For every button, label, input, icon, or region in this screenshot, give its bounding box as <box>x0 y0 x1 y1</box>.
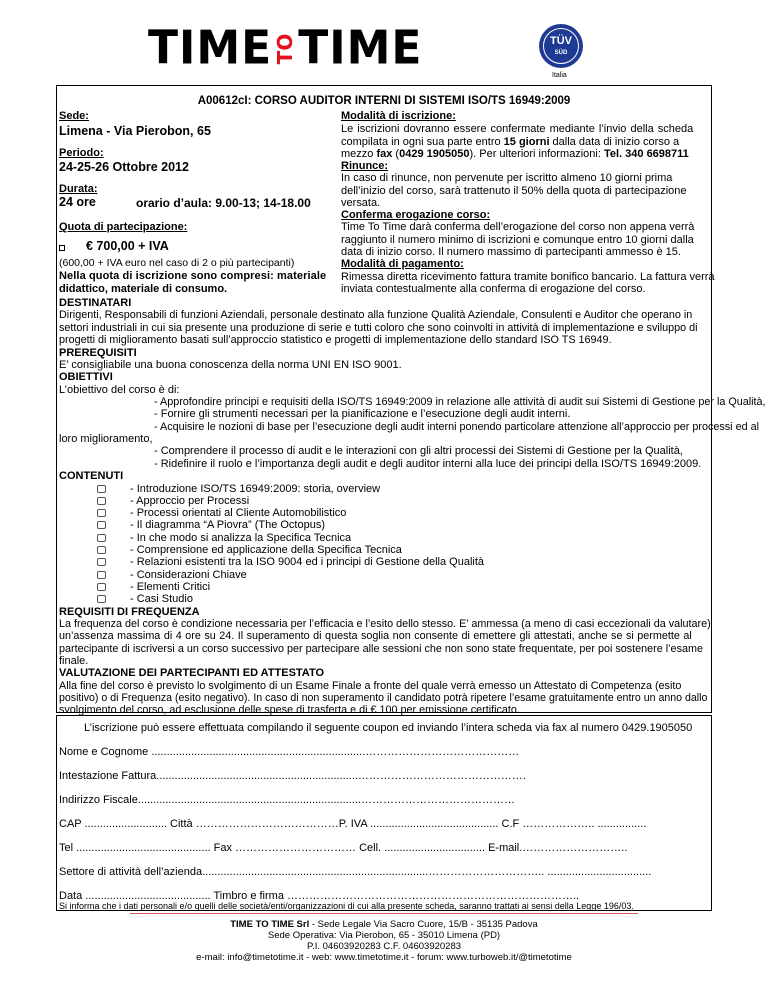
contenuti-item: - Elementi Critici <box>97 581 210 594</box>
checkbox-icon <box>97 595 106 603</box>
pagamento-label: Modalità di pagamento: <box>341 258 464 270</box>
coupon-intro: L’iscrizione può essere effettuata compilando il seguente coupon ed inviando l’intera scheda via fax al numero 0429.1905050 <box>84 722 693 734</box>
modalita-iscrizione-label: Modalità di iscrizione: <box>341 110 456 122</box>
checkbox-icon <box>97 571 106 579</box>
course-title: A00612cI: CORSO AUDITOR INTERNI DI SISTEMI ISO/TS 16949:2009 <box>197 95 571 107</box>
coupon-cap-row[interactable]: CAP ........................... Città …………………………………P. IVA .......................................... C.F ……………….. ................ <box>59 818 647 830</box>
checkbox-icon <box>97 558 106 566</box>
checkbox-icon <box>97 546 106 554</box>
destinatari-heading: DESTINATARI <box>59 297 132 309</box>
quota-label: Quota di partecipazione: <box>59 221 188 233</box>
obiettivi-item-4: - Comprendere il processo di audit e le interazioni con gli altri processi dei Sistemi di Gestione per la Qualità, <box>154 445 683 457</box>
contenuti-item: - Processi orientati al Cliente Automobilistico <box>97 507 346 520</box>
conferma-label: Conferma erogazione corso: <box>341 209 491 221</box>
contenuti-item: - Il diagramma “A Piovra” (The Octopus) <box>97 519 325 532</box>
tuv-certification-badge: TÜV SÜD <box>539 24 583 68</box>
footer-divider <box>130 913 638 914</box>
footer-line3: P.I. 04603920283 C.F. 04603920283 <box>306 941 462 952</box>
valutazione-line3: svolgimento del corso, ad esclusione delle spese di trasferta e di € 100 per emissione certificato. <box>59 704 520 716</box>
quota-included-2: didattico, materiale di consumo. <box>59 283 228 295</box>
requisiti-line3: partecipante di iscriversi a un corso successivo per partecipare alle sessioni che non sono state frequentate, per poi sostenere l’esame <box>59 643 703 655</box>
sede-label: Sede: <box>59 110 89 122</box>
checkbox-icon <box>97 534 106 542</box>
durata-label: Durata: <box>59 183 98 195</box>
checkbox-icon <box>97 497 106 505</box>
obiettivi-item-3: - Acquisire le nozioni di base per l’esecuzione degli audit interni ponendo particolare attenzione all’approccio per processi ed al <box>154 421 759 433</box>
contenuti-item: - Considerazioni Chiave <box>97 569 247 582</box>
coupon-tel-row[interactable]: Tel ............................................ Fax …………………………… Cell. ................................. E-mail.……………………….. <box>59 842 628 854</box>
tuv-badge-subtitle: Italia <box>552 72 567 79</box>
valutazione-line2: positivo) o di Frequenza (esito negativo). In caso di non superamento il candidato potrà ripetere l’esame gratuitamente entro un anno dallo <box>59 692 708 704</box>
contenuti-item: - Introduzione ISO/TS 16949:2009: storia, overview <box>97 483 380 496</box>
footer-line1: TIME TO TIME Srl - Sede Legale Via Sacro Cuore, 15/B - 35135 Padova <box>230 919 538 930</box>
logo-word-left: TIME <box>148 21 273 76</box>
destinatari-line2: settori industriali in cui sia presente una produzione di serie e tutti coloro che sono coinvolti in attività di implementazione e sviluppo di <box>59 322 698 334</box>
registration-coupon-box <box>56 715 712 911</box>
contenuti-item: - Relazioni esistenti tra la ISO 9004 ed i principi di Gestione della Qualità <box>97 556 484 569</box>
periodo-label: Periodo: <box>59 147 104 159</box>
checkbox-icon <box>97 485 106 493</box>
contenuti-item: - In che modo si analizza la Specifica Tecnica <box>97 532 351 545</box>
durata-orario: orario d’aula: 9.00-13; 14-18.00 <box>136 196 311 210</box>
pagamento-line2: inviata contestualmente alla conferma di erogazione del corso. <box>341 283 646 295</box>
sede-value: Limena - Via Pierobon, 65 <box>59 124 211 138</box>
modalita-iscrizione-line2: compilata in ogni sua parte entro 15 giorni dalla data di inizio corso a <box>341 136 680 148</box>
quota-bullet <box>59 242 65 255</box>
quota-note: (600,00 + IVA euro nel caso di 2 o più partecipanti) <box>59 257 295 269</box>
prerequisiti-heading: PREREQUISITI <box>59 347 137 359</box>
privacy-notice: Si informa che i dati personali e/o quelli delle società/enti/organizzazioni di cui alla presente scheda, saranno trattati ai sensi della Legge 196/03. <box>59 901 634 911</box>
coupon-indirizzo-field[interactable]: Indirizzo Fiscale.........................................................................…………………………………… <box>59 794 515 806</box>
modalita-iscrizione-line1: Le iscrizioni dovranno essere confermate mediante l’invio della scheda <box>341 123 694 135</box>
logo-to: TO <box>273 33 298 65</box>
checkbox-icon <box>97 509 106 517</box>
contenuti-heading: CONTENUTI <box>59 470 124 482</box>
periodo-value: 24-25-26 Ottobre 2012 <box>59 160 189 174</box>
obiettivi-intro: L’obiettivo del corso è di: <box>59 384 180 396</box>
contenuti-item: - Casi Studio <box>97 593 193 606</box>
coupon-data-firma-row[interactable]: Data ......................................... Timbro e firma …………………………………………………………………….. <box>59 890 580 902</box>
valutazione-line1: Alla fine del corso è previsto lo svolgimento di un Esame Finale a fronte del quale verrà emesso un Attestato di Competenza (esito <box>59 680 682 692</box>
coupon-intestazione-field[interactable]: Intestazione Fattura..................................................................………………………………………. <box>59 770 526 782</box>
rinunce-label: Rinunce: <box>341 160 389 172</box>
requisiti-line2: un’assenza massima di 4 ore su 24. Il superamento di questa soglia non consente di emettere gli attestati, anche se si permette al <box>59 630 692 642</box>
durata-hours: 24 ore <box>59 195 96 209</box>
company-logo <box>148 21 423 76</box>
contenuti-item: - Approccio per Processi <box>97 495 249 508</box>
requisiti-line4: finale. <box>59 655 89 667</box>
obiettivi-item-5: - Ridefinire il ruolo e l’importanza degli audit e degli auditor interni alla luce dei principi della ISO/TS 16949:2009. <box>154 458 702 470</box>
footer-line4: e-mail: info@timetotime.it - web: www.timetotime.it - forum: www.turboweb.it/@timetotime <box>196 952 572 963</box>
conferma-line3: data di inizio corso. Il numero massimo di partecipanti ammesso è 15. <box>341 246 681 258</box>
requisiti-heading: REQUISITI DI FREQUENZA <box>59 606 200 618</box>
checkbox-icon <box>97 521 106 529</box>
coupon-nome-field[interactable]: Nome e Cognome ......................................................................…………………………………… <box>59 746 520 758</box>
obiettivi-item-2: - Fornire gli strumenti necessari per la pianificazione e l’esecuzione degli audit interni. <box>154 408 571 420</box>
quota-value: € 700,00 + IVA <box>86 239 169 253</box>
obiettivi-item-1: - Approfondire principi e requisiti della ISO/TS 16949:2009 in relazione alle attività di audit sui Sistemi di Gestione per la Qualità, <box>154 396 766 408</box>
checkbox-icon <box>97 583 106 591</box>
destinatari-line1: Dirigenti, Responsabili di funzioni Aziendali, personale destinato alla funzione Qualità Aziendale, Consulenti e Auditor che operano in <box>59 309 693 321</box>
pagamento-line1: Rimessa diretta ricevimento fattura tramite bonifico bancario. La fattura verrà <box>341 271 715 283</box>
quota-included-1: Nella quota di iscrizione sono compresi: materiale <box>59 270 327 282</box>
obiettivi-heading: OBIETTIVI <box>59 371 113 383</box>
logo-word-right: TIME <box>298 21 423 76</box>
contenuti-item: - Comprensione ed applicazione della Specifica Tecnica <box>97 544 402 557</box>
conferma-line2: raggiunto il numero minimo di iscrizioni e comunque entro 10 giorni dalla <box>341 234 694 246</box>
prerequisiti-line1: E’ consigliabile una buona conoscenza della norma UNI EN ISO 9001. <box>59 359 402 371</box>
rinunce-line3: versata. <box>341 197 381 209</box>
conferma-line1: Time To Time darà conferma dell’erogazione del corso non appena verrà <box>341 221 695 233</box>
valutazione-heading: VALUTAZIONE DEI PARTECIPANTI ED ATTESTATO <box>59 667 325 679</box>
company-footer <box>0 919 768 963</box>
footer-line2: Sede Operativa: Via Pierobon, 65 - 35010 Limena (PD) <box>267 930 501 941</box>
rinunce-line1: In caso di rinunce, non pervenute per iscritto almeno 10 giorni prima <box>341 172 673 184</box>
obiettivi-item-3-cont: loro miglioramento, <box>59 433 153 445</box>
modalita-iscrizione-line3: mezzo fax (0429 1905050). Per ulteriori informazioni: Tel. 340 6698711 <box>341 148 689 160</box>
destinatari-line3: progetti di miglioramento basati sull’approccio statistico e progetti di implementazione dello standard ISO TS 16949. <box>59 334 612 346</box>
rinunce-line2: dell’inizio del corso, sarà trattenuto il 50% della quota di partecipazione <box>341 185 687 197</box>
requisiti-line1: La frequenza del corso è condizione necessaria per l’efficacia e l’esito dello stesso. E’ ammessa (a meno di casi eccezionali da valutare) <box>59 618 711 630</box>
coupon-settore-field[interactable]: Settore di attività dell’azienda..........................................................................………………………….. .................................. <box>59 866 652 878</box>
